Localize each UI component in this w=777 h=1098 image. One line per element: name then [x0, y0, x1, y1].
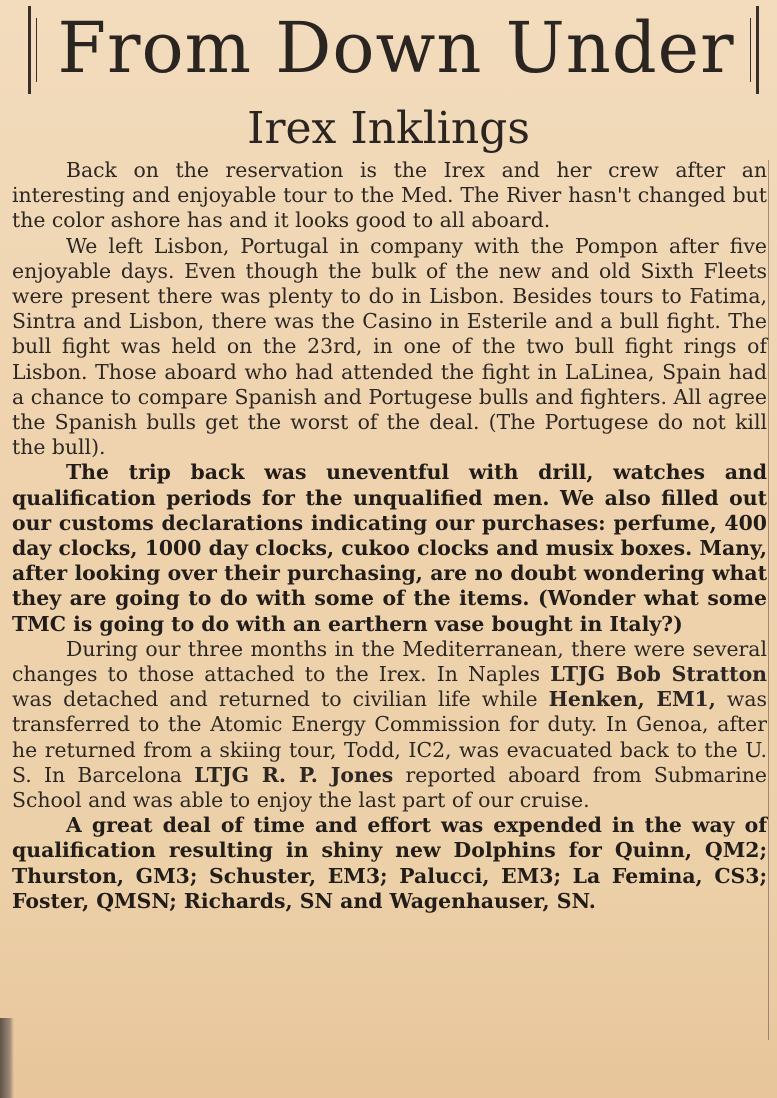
- masthead-rule-right: [756, 6, 759, 94]
- paragraph-5: A great deal of time and effort was expended in the way of qualification resulting in shiny new Dolphins for Quinn, QM2; Thurston, GM3; Schuster, EM3; Palucci, EM3; La Femina, CS3; Foster, QMSN; Richards, SN and Wagenhauser, SN.: [12, 813, 767, 913]
- name-stratton: LTJG Bob Stratton: [550, 662, 767, 687]
- column-edge: [768, 160, 769, 1040]
- paragraph-4-text: was detached and returned to civilian life while: [12, 687, 549, 712]
- name-jones: LTJG R. P. Jones: [194, 762, 394, 787]
- paragraph-4-text: was transferred to the Atomic Energy Commission for duty. In Genoa, after he returned from a skiing tour, Todd, IC2, was evacuated back to the U. S. In Barcelona: [12, 687, 767, 787]
- article-body: [12, 158, 767, 914]
- name-henken: Henken, EM1,: [548, 687, 716, 712]
- masthead-rule-left: [28, 6, 31, 94]
- paragraph-2: We left Lisbon, Portugal in company with the Pompon after five enjoyable days. Even though the bulk of the new and old Sixth Fleets were present there was plenty to do in Lisbon. Besides tours to Fatima, Sintra and Lisbon, there was the Casino in Esterile and a bull fight. The bull fight was held on the 23rd, in one of the two bull fight rings of Lisbon. Those aboard who had attended the fight in LaLinea, Spain had a chance to compare Spanish and Portugese bulls and fighters. All agree the Spanish bulls get the worst of the deal. (The Portugese do not kill the bull).: [12, 233, 767, 460]
- masthead-rule-left-inner: [36, 18, 37, 82]
- paragraph-4: [12, 637, 767, 813]
- column-title: Irex Inklings: [247, 103, 530, 154]
- paragraph-4-text: reported aboard from Submarine School and was able to enjoy the last part of our cruise.: [12, 762, 767, 813]
- paragraph-3: The trip back was uneventful with drill, watches and qualification periods for the unqualified men. We also filled out our customs declarations indicating our purchases: perfume, 400 day clocks, 1000 day clocks, cukoo clocks and musix boxes. Many, after looking over their purchasing, are no doubt wondering what they are going to do with some of the items. (Wonder what some TMC is going to do with an earthern vase bought in Italy?): [12, 460, 767, 636]
- masthead-title: From Down Under: [57, 7, 735, 89]
- paragraph-4-text: During our three months in the Mediterranean, there were several changes to those attached to the Irex. In Naples: [12, 636, 767, 687]
- scan-edge-shadow: [0, 1018, 14, 1098]
- paragraph-1: Back on the reservation is the Irex and her crew after an interesting and enjoyable tour to the Med. The River hasn't changed but the color ashore has and it looks good to all aboard.: [12, 158, 767, 233]
